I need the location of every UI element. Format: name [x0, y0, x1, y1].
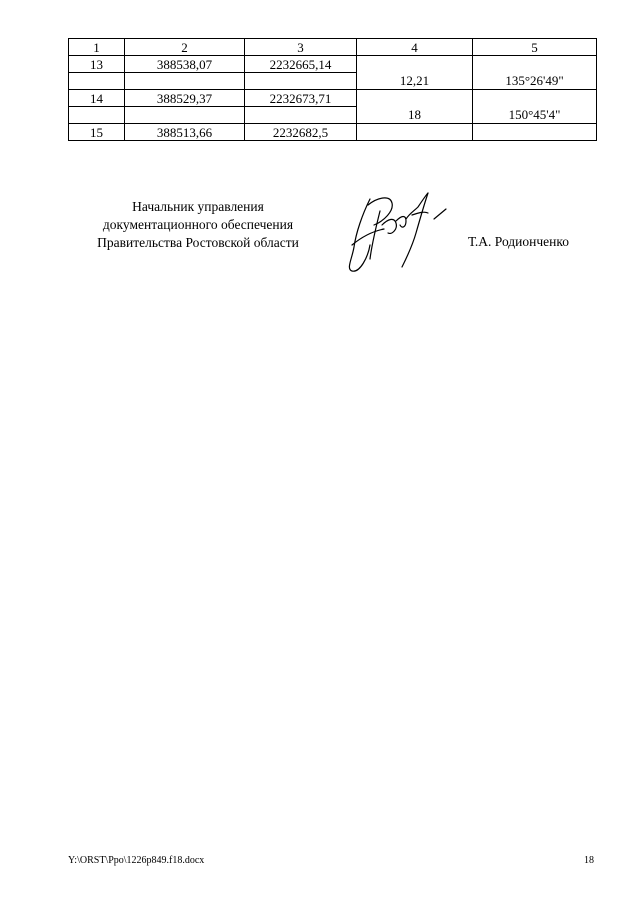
handwritten-signature: [340, 185, 455, 277]
page-number: 18: [584, 855, 594, 866]
angle-cell: 135°26'49": [473, 73, 597, 90]
distance-cell: 12,21: [357, 73, 473, 90]
table-row: [69, 124, 597, 141]
point-number: [69, 107, 125, 124]
distance-cell: [357, 56, 473, 73]
y-coordinate: 2232682,5: [245, 124, 357, 141]
header-cell: 3: [245, 39, 357, 56]
position-line: документационного обеспечения: [102, 217, 294, 232]
distance-cell: [357, 90, 473, 107]
y-coordinate: 2232673,71: [245, 90, 357, 107]
signatory-name: Т.А. Родионченко: [468, 234, 569, 249]
point-number: 15: [69, 124, 125, 141]
angle-cell: [473, 56, 597, 73]
y-coordinate: 2232665,14: [245, 56, 357, 73]
table-header-row: [69, 39, 597, 56]
signatory-position: [68, 198, 328, 252]
header-cell: 1: [69, 39, 125, 56]
point-number: 14: [69, 90, 125, 107]
table-row: [69, 90, 597, 107]
x-coordinate: 388513,66: [125, 124, 245, 141]
y-coordinate: [245, 73, 357, 90]
angle-cell: [473, 124, 597, 141]
angle-cell: 150°45'4": [473, 107, 597, 124]
table-row: [69, 107, 597, 124]
footer-file-path: Y:\ORST\Ppo\1226p849.f18.docx: [68, 855, 205, 866]
header-cell: 5: [473, 39, 597, 56]
header-cell: 4: [357, 39, 473, 56]
position-line: Правительства Ростовской области: [97, 235, 299, 250]
position-line: Начальник управления: [132, 199, 264, 214]
point-number: 13: [69, 56, 125, 73]
x-coordinate: [125, 73, 245, 90]
point-number: [69, 73, 125, 90]
y-coordinate: [245, 107, 357, 124]
x-coordinate: 388529,37: [125, 90, 245, 107]
header-cell: 2: [125, 39, 245, 56]
distance-cell: 18: [357, 107, 473, 124]
x-coordinate: [125, 107, 245, 124]
x-coordinate: 388538,07: [125, 56, 245, 73]
coordinates-table: [68, 38, 597, 141]
table-row: [69, 56, 597, 73]
angle-cell: [473, 90, 597, 107]
distance-cell: [357, 124, 473, 141]
table-row: [69, 73, 597, 90]
